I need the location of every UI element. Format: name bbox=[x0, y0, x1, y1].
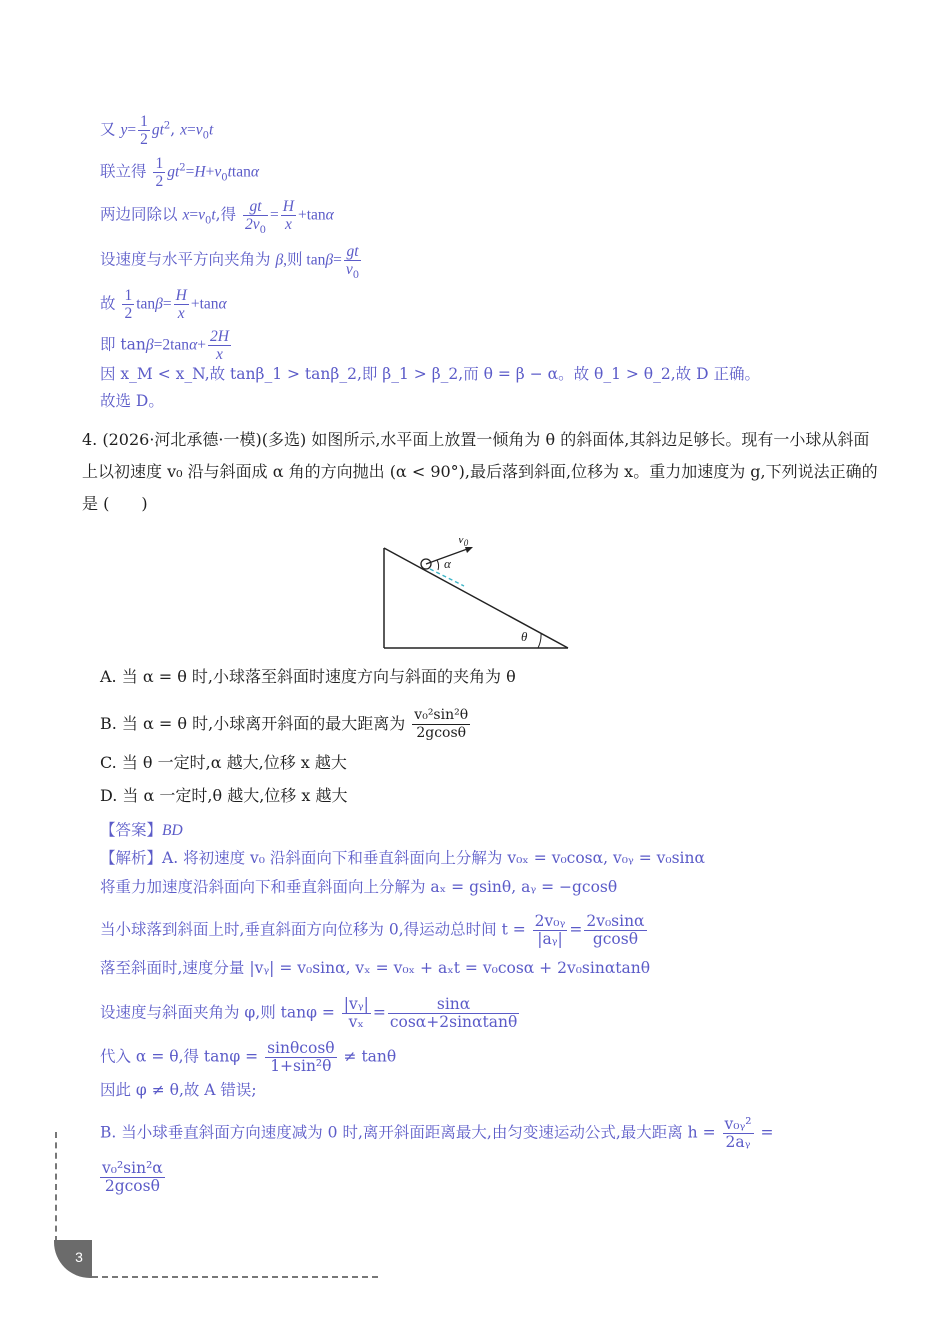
analysis-line-7: 因此 φ ≠ θ,故 A 错误; bbox=[100, 1081, 257, 1099]
answer-value: BD bbox=[162, 822, 183, 839]
solution-line-6: 即 tanβ=2tanα+ $\frac{2H}{x}$ bbox=[100, 328, 229, 363]
solution-line-1: 又 y= $\frac{1}{2}$ $gt^2$, $x=v_0t$ bbox=[100, 113, 214, 148]
footer-dashed-line bbox=[92, 1276, 378, 1278]
answer-label: 【答案】 bbox=[100, 821, 163, 839]
page-number: 3 bbox=[54, 1240, 92, 1278]
option-b: B. 当 α = θ 时,小球离开斜面的最大距离为 $\frac{\text{v₀²sin²θ}}{2gcos\theta}$ bbox=[100, 707, 469, 741]
incline-figure bbox=[380, 538, 580, 653]
question-4 bbox=[82, 424, 882, 520]
question-type: (多选) bbox=[261, 430, 307, 449]
slope-dashed-line bbox=[430, 569, 464, 586]
solution-line-8: 故选 D。 bbox=[100, 392, 164, 410]
option-d: D. 当 α 一定时,θ 越大,位移 x 越大 bbox=[100, 786, 348, 805]
solution-line-2: 联立得 $\frac{1}{2}$ $gt^2=H+v_0ttan\alpha$ bbox=[100, 155, 259, 190]
solution-line-4: 设速度与水平方向夹角为 β,则 tanβ= $\frac{gt}{v_0}$ bbox=[100, 243, 360, 282]
theta-label: θ bbox=[521, 629, 528, 644]
question-number: 4. bbox=[82, 430, 103, 449]
analysis-line-b2: $\frac{\text{v₀²sin²α}}{2gcos\theta}$ bbox=[102, 1159, 163, 1195]
question-source: (2026·河北承德·一模) bbox=[102, 430, 262, 449]
analysis-line-2: 将重力加速度沿斜面向下和垂直斜面向上分解为 aₓ = gsinθ, aᵧ = −gcosθ bbox=[100, 878, 618, 896]
analysis-line-5: 设速度与斜面夹角为 φ,则 tanφ = $\frac{\text{|vᵧ|}}{\text{vₓ}}$ = $\frac{\sin\alpha}{\cos\alpha+2\sin\alpha\tan\theta}$ bbox=[100, 995, 518, 1031]
solution-line-3: 两边同除以 $x=v_0t$,得 $\frac{gt}{2v_0}$ = $\frac{H}{x}$ +tanα bbox=[100, 198, 334, 237]
analysis-line-1: 【解析】A. 将初速度 v₀ 沿斜面向下和垂直斜面向上分解为 v₀ₓ = v₀cosα, v₀ᵧ = v₀sinα bbox=[100, 849, 705, 867]
analysis-line-4: 落至斜面时,速度分量 |vᵧ| = v₀sinα, vₓ = v₀ₓ + aₓt = v₀cosα + 2v₀sinαtanθ bbox=[100, 959, 651, 977]
analysis-line-b1: B. 当小球垂直斜面方向速度减为 0 时,离开斜面距离最大,由匀变速运动公式,最大距离 h = $\frac{\text{v₀ᵧ²}}{\text{2aᵧ}}$ = bbox=[100, 1115, 774, 1151]
option-c: C. 当 θ 一定时,α 越大,位移 x 越大 bbox=[100, 753, 347, 772]
margin-dashed-line bbox=[55, 1132, 57, 1242]
v0-label: $v_0$ bbox=[458, 538, 469, 548]
analysis-line-3: 当小球落到斜面上时,垂直斜面方向位移为 0,得运动总时间 t = $\frac{\text{2v₀ᵧ}}{\text{|aᵧ|}}$ = $\frac{\text{2v₀sinα}}{gcos\theta}$ bbox=[100, 912, 645, 948]
analysis-label: 【解析】 bbox=[100, 849, 163, 867]
solution-line-5: 故 $\frac{1}{2}$ tanβ= $\frac{H}{x}$ +tanα bbox=[100, 287, 227, 322]
question-stem: 如图所示,水平面上放置一倾角为 θ 的斜面体,其斜边足够长。现有一小球从斜面上以初速度 v₀ 沿与斜面成 α 角的方向抛出 (α < 90°),最后落到斜面,位移为 x。重力加速度为 g,下列说法正确的是 ( ) bbox=[82, 430, 878, 513]
answer-line bbox=[100, 820, 183, 841]
solution-line-7: 因 x_M < x_N,故 tanβ_1 > tanβ_2,即 β_1 > β_2,而 θ = β − α。故 θ_1 > θ_2,故 D 正确。 bbox=[100, 365, 760, 383]
alpha-label: α bbox=[444, 556, 451, 571]
fraction: $\frac{1}{2}$ bbox=[140, 113, 148, 148]
analysis-line-6: 代入 α = θ,得 tanφ = $\frac{\sin\theta\cos\theta}{\text{1+sin²θ}}$ ≠ tanθ bbox=[100, 1039, 397, 1075]
option-a: A. 当 α = θ 时,小球落至斜面时速度方向与斜面的夹角为 θ bbox=[100, 667, 516, 686]
